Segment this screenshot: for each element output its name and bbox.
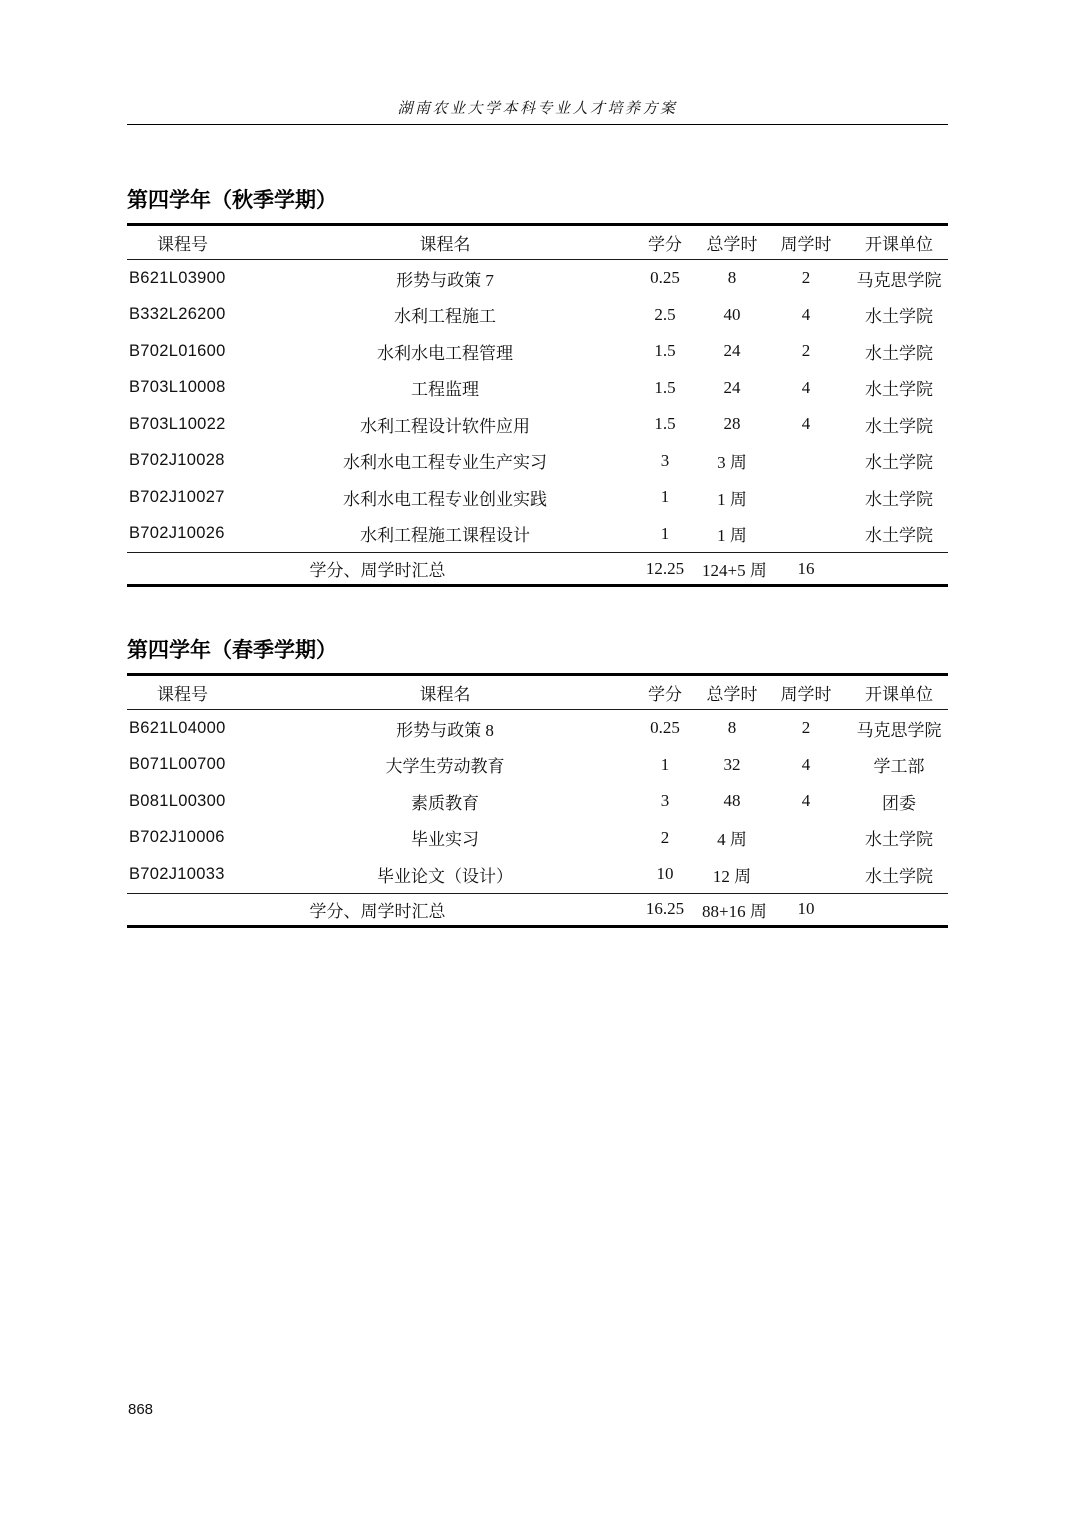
course-weekly-hours: 4 xyxy=(801,304,811,324)
column-header-course-name: 课程名 xyxy=(262,225,628,260)
summary-row xyxy=(127,553,948,586)
column-header-course-code: 课程号 xyxy=(127,675,262,710)
page-content xyxy=(127,0,948,928)
course-name: 工程监理 xyxy=(411,380,479,400)
course-total-hours: 24 xyxy=(723,341,741,361)
course-weekly-hours xyxy=(762,516,850,553)
course-table-autumn xyxy=(127,223,948,587)
course-total-hours: 28 xyxy=(723,414,741,434)
page-number: 868 xyxy=(128,1401,154,1418)
course-offering-unit: 学工部 xyxy=(873,757,925,777)
course-code: B071L00700 xyxy=(129,755,226,774)
table-row xyxy=(127,856,948,893)
table-row xyxy=(127,783,948,820)
course-total-hours: 12 周 xyxy=(712,866,752,886)
course-offering-unit: 马克思学院 xyxy=(856,720,942,740)
course-name: 形势与政策 8 xyxy=(396,720,494,740)
table-row xyxy=(127,820,948,857)
summary-credits: 16.25 xyxy=(628,893,702,926)
course-code: B081L00300 xyxy=(129,791,226,810)
course-total-hours: 8 xyxy=(727,268,737,288)
course-weekly-hours xyxy=(762,856,850,893)
course-code: B702J10006 xyxy=(129,828,225,847)
course-name: 素质教育 xyxy=(411,793,479,813)
summary-unit-empty xyxy=(850,553,948,586)
course-weekly-hours xyxy=(762,443,850,480)
course-code: B702J10026 xyxy=(129,524,225,543)
course-name: 毕业论文（设计） xyxy=(377,866,513,886)
page-header-title: 湖南农业大学本科专业人才培养方案 xyxy=(397,101,678,117)
column-header-total-hours: 总学时 xyxy=(702,675,762,710)
table-row xyxy=(127,333,948,370)
course-code: B702L01600 xyxy=(129,341,226,360)
course-code: B702J10027 xyxy=(129,487,225,506)
course-credits: 1 xyxy=(660,487,670,507)
course-name: 水利工程设计软件应用 xyxy=(360,416,530,436)
course-name: 水利水电工程管理 xyxy=(377,343,513,363)
table-row xyxy=(127,260,948,297)
course-credits: 0.25 xyxy=(650,718,680,738)
course-total-hours: 1 周 xyxy=(717,526,747,546)
course-credits: 1.5 xyxy=(654,377,676,397)
course-name: 大学生劳动教育 xyxy=(385,757,505,777)
course-credits: 2 xyxy=(660,827,670,847)
course-total-hours: 48 xyxy=(723,791,741,811)
table-row xyxy=(127,406,948,443)
column-header-weekly-hours: 周学时 xyxy=(762,675,850,710)
section-title: 第四学年（秋季学期） xyxy=(127,189,337,212)
table-row xyxy=(127,370,948,407)
course-credits: 3 xyxy=(660,791,670,811)
column-header-course-name: 课程名 xyxy=(262,675,628,710)
course-credits: 1.5 xyxy=(654,341,676,361)
course-total-hours: 3 周 xyxy=(717,453,747,473)
course-table-spring xyxy=(127,673,948,928)
page-header-rule xyxy=(127,124,948,125)
course-weekly-hours xyxy=(762,820,850,857)
course-weekly-hours: 2 xyxy=(801,268,811,288)
course-credits: 1 xyxy=(660,523,670,543)
course-code: B702J10028 xyxy=(129,451,225,470)
table-row xyxy=(127,479,948,516)
summary-label: 学分、周学时汇总 xyxy=(127,553,628,586)
course-credits: 3 xyxy=(660,450,670,470)
course-name: 水利水电工程专业创业实践 xyxy=(343,489,547,509)
summary-total-hours: 124+5 周 xyxy=(702,553,762,586)
section-spring-semester xyxy=(127,637,948,928)
course-offering-unit: 水土学院 xyxy=(865,830,933,850)
course-name: 水利工程施工 xyxy=(394,307,496,327)
course-code: B703L10022 xyxy=(129,414,226,433)
course-total-hours: 1 周 xyxy=(717,489,747,509)
column-header-offering-unit: 开课单位 xyxy=(850,225,948,260)
course-credits: 1.5 xyxy=(654,414,676,434)
table-row xyxy=(127,516,948,553)
summary-weekly-hours: 10 xyxy=(762,893,850,926)
table-row xyxy=(127,747,948,784)
column-header-course-code: 课程号 xyxy=(127,225,262,260)
course-offering-unit: 马克思学院 xyxy=(856,270,942,290)
course-code: B621L04000 xyxy=(129,718,226,737)
column-header-credits: 学分 xyxy=(628,675,702,710)
summary-label: 学分、周学时汇总 xyxy=(127,893,628,926)
course-total-hours: 40 xyxy=(723,304,741,324)
course-weekly-hours: 4 xyxy=(801,414,811,434)
course-offering-unit: 团委 xyxy=(882,793,916,813)
course-name: 形势与政策 7 xyxy=(396,270,494,290)
course-offering-unit: 水土学院 xyxy=(865,343,933,363)
course-total-hours: 8 xyxy=(727,718,737,738)
course-name: 毕业实习 xyxy=(411,830,479,850)
course-weekly-hours: 2 xyxy=(801,718,811,738)
section-title: 第四学年（春季学期） xyxy=(127,639,337,662)
course-credits: 10 xyxy=(656,864,674,884)
course-total-hours: 24 xyxy=(723,377,741,397)
course-total-hours: 32 xyxy=(723,754,741,774)
column-header-total-hours: 总学时 xyxy=(702,225,762,260)
course-name: 水利水电工程专业生产实习 xyxy=(343,453,547,473)
course-credits: 2.5 xyxy=(654,304,676,324)
course-code: B332L26200 xyxy=(129,305,226,324)
course-code: B702J10033 xyxy=(129,864,225,883)
course-total-hours: 4 周 xyxy=(717,830,747,850)
course-weekly-hours xyxy=(762,479,850,516)
summary-total-hours: 88+16 周 xyxy=(702,893,762,926)
course-offering-unit: 水土学院 xyxy=(865,866,933,886)
course-offering-unit: 水土学院 xyxy=(865,380,933,400)
course-credits: 1 xyxy=(660,754,670,774)
summary-row xyxy=(127,893,948,926)
course-offering-unit: 水土学院 xyxy=(865,416,933,436)
summary-unit-empty xyxy=(850,893,948,926)
table-row xyxy=(127,297,948,334)
course-weekly-hours: 4 xyxy=(801,377,811,397)
course-offering-unit: 水土学院 xyxy=(865,526,933,546)
column-header-credits: 学分 xyxy=(628,225,702,260)
summary-credits: 12.25 xyxy=(628,553,702,586)
course-credits: 0.25 xyxy=(650,268,680,288)
course-offering-unit: 水土学院 xyxy=(865,489,933,509)
course-weekly-hours: 4 xyxy=(801,791,811,811)
table-header-row xyxy=(127,675,948,710)
course-code: B621L03900 xyxy=(129,268,226,287)
course-weekly-hours: 4 xyxy=(801,754,811,774)
summary-weekly-hours: 16 xyxy=(762,553,850,586)
table-row xyxy=(127,710,948,747)
course-name: 水利工程施工课程设计 xyxy=(360,526,530,546)
table-header-row xyxy=(127,225,948,260)
column-header-weekly-hours: 周学时 xyxy=(762,225,850,260)
column-header-offering-unit: 开课单位 xyxy=(850,675,948,710)
course-code: B703L10008 xyxy=(129,378,226,397)
course-offering-unit: 水土学院 xyxy=(865,453,933,473)
table-row xyxy=(127,443,948,480)
section-autumn-semester xyxy=(127,187,948,587)
course-offering-unit: 水土学院 xyxy=(865,307,933,327)
course-weekly-hours: 2 xyxy=(801,341,811,361)
